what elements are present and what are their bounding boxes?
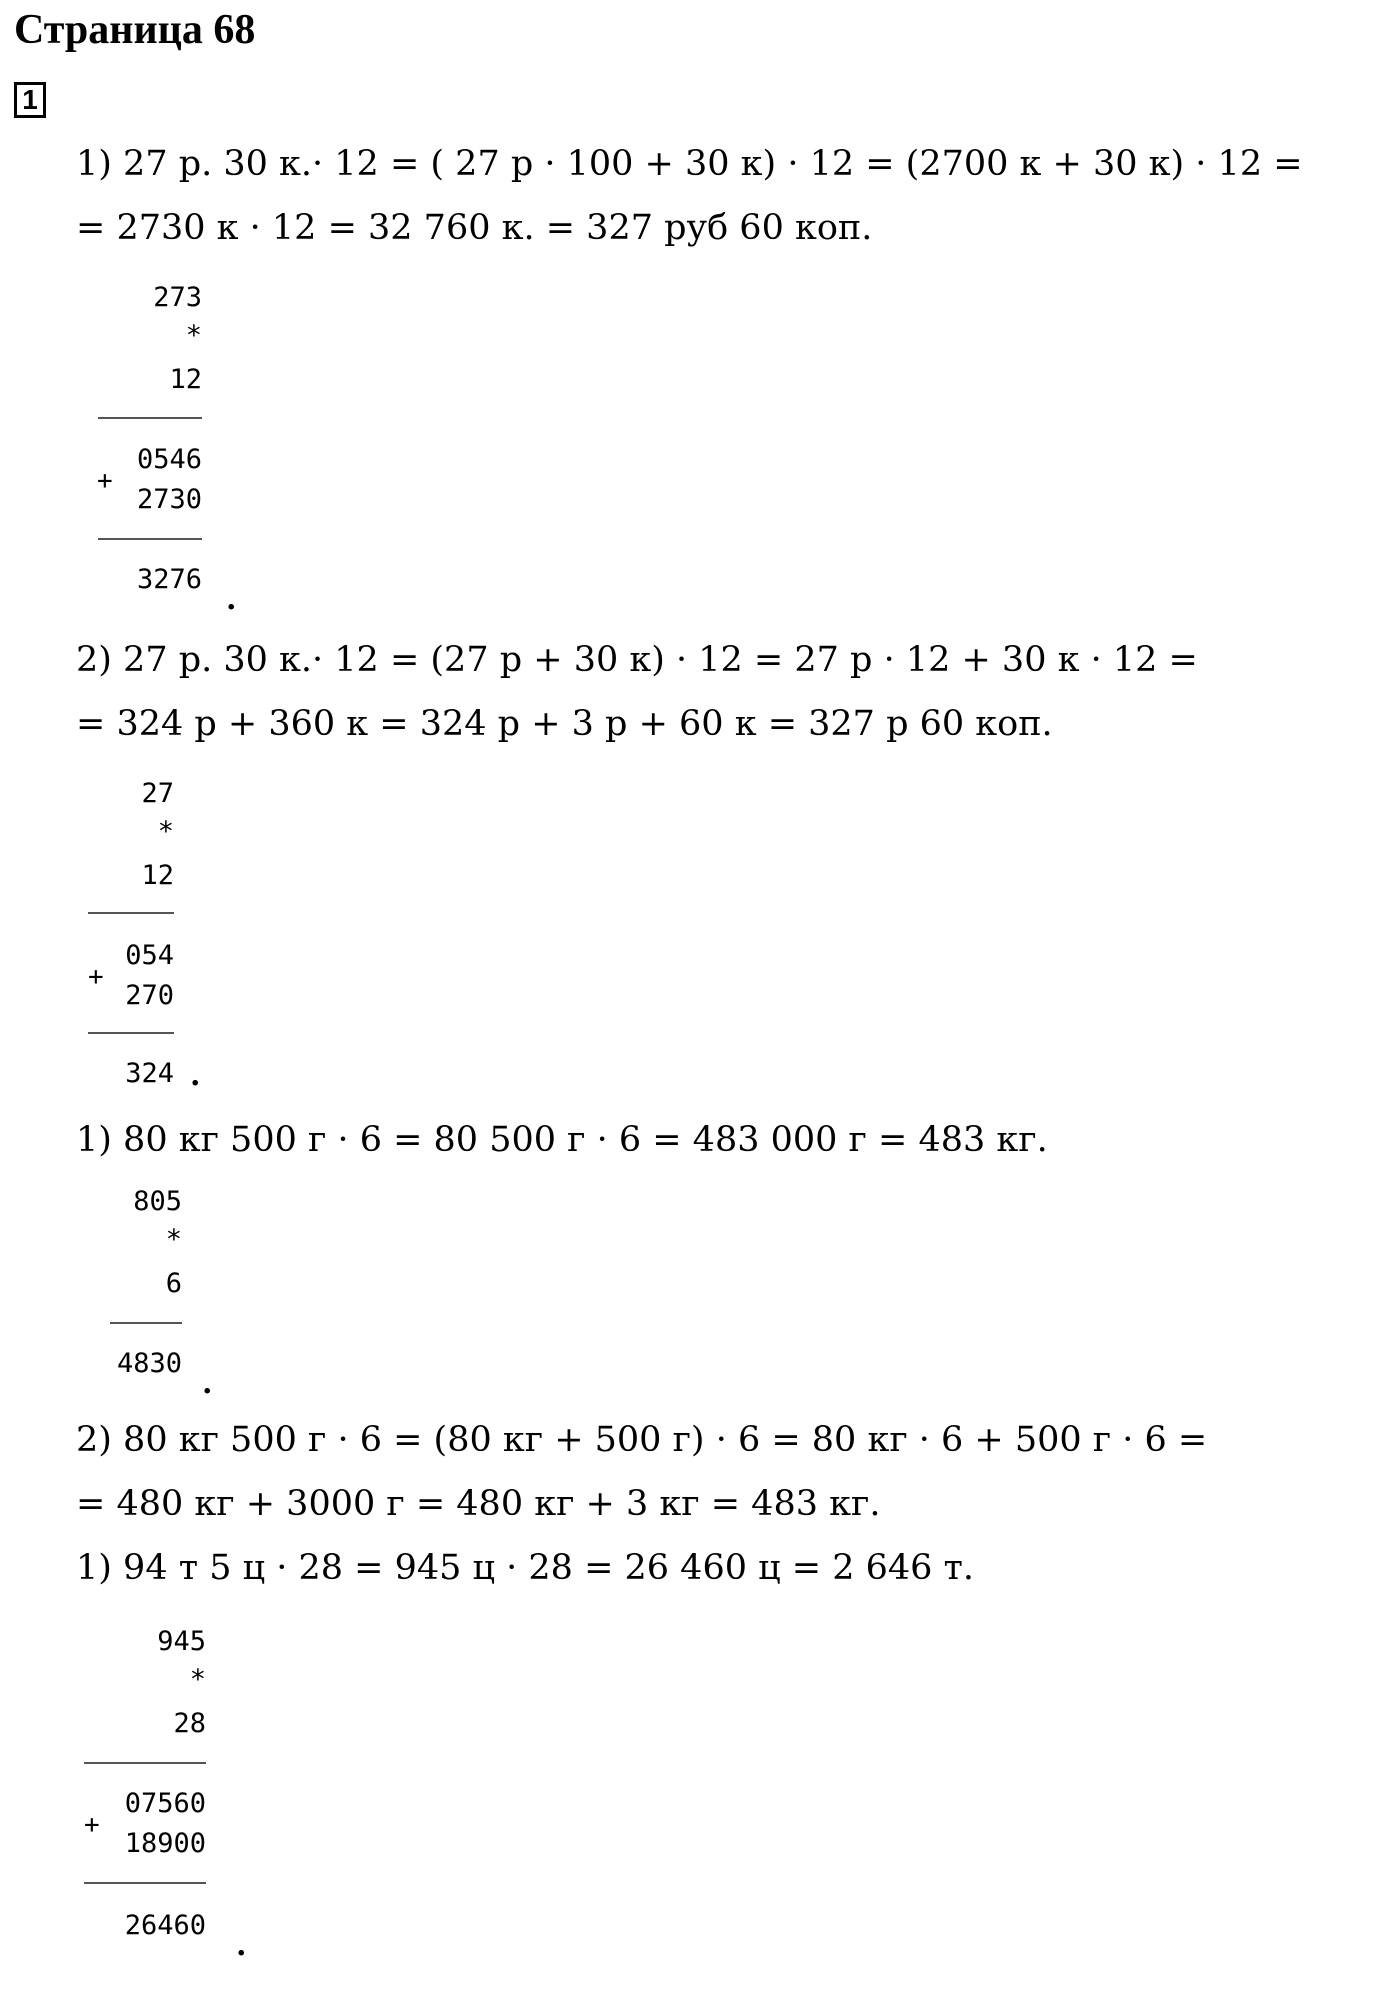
multiplier: 12 [141, 860, 174, 891]
multiplicand: 805 [133, 1186, 182, 1217]
equation-line: = 2730 к · 12 = 32 760 к. = 327 руб 60 коп. [76, 208, 873, 248]
period-mark: . [226, 582, 237, 617]
multiplicand: 945 [157, 1626, 206, 1657]
multiply-sign: * [165, 1224, 182, 1255]
partial-product: 270 [125, 980, 174, 1011]
divider-line [98, 417, 202, 419]
multiplier: 28 [173, 1708, 206, 1739]
partial-product: 18900 [124, 1828, 206, 1859]
divider-line [84, 1762, 206, 1764]
partial-product: 07560 [124, 1788, 206, 1819]
divider-line [84, 1882, 206, 1884]
divider-line [88, 1032, 174, 1034]
equation-line: 2) 80 кг 500 г · 6 = (80 кг + 500 г) · 6 = 80 кг · 6 + 500 г · 6 = [76, 1420, 1208, 1460]
divider-line [88, 912, 174, 914]
plus-sign: + [97, 466, 113, 496]
partial-product: 2730 [136, 484, 202, 515]
equation-line: 2) 27 р. 30 к.· 12 = (27 р + 30 к) · 12 = 27 р · 12 + 30 к · 12 = [76, 640, 1198, 680]
partial-product: 0546 [136, 444, 202, 475]
period-mark: . [236, 1928, 247, 1963]
divider-line [98, 538, 202, 540]
product-result: 26460 [124, 1910, 206, 1941]
plus-sign: + [88, 962, 104, 992]
multiply-sign: * [189, 1664, 206, 1695]
multiplier: 6 [165, 1268, 182, 1299]
equation-line: 1) 27 р. 30 к.· 12 = ( 27 р · 100 + 30 к) · 12 = (2700 к + 30 к) · 12 = [76, 144, 1303, 184]
period-mark: . [190, 1058, 201, 1093]
multiplicand: 27 [141, 778, 174, 809]
partial-product: 054 [125, 940, 174, 971]
multiply-sign: * [185, 320, 202, 351]
multiplicand: 273 [153, 282, 202, 313]
equation-line: = 480 кг + 3000 г = 480 кг + 3 кг = 483 кг. [76, 1484, 881, 1524]
product-result: 4830 [116, 1348, 182, 1379]
equation-line: = 324 р + 360 к = 324 р + 3 р + 60 к = 327 р 60 коп. [76, 704, 1053, 744]
multiplier: 12 [169, 364, 202, 395]
product-result: 324 [125, 1058, 174, 1089]
multiply-sign: * [157, 816, 174, 847]
equation-line: 1) 94 т 5 ц · 28 = 945 ц · 28 = 26 460 ц = 2 646 т. [76, 1548, 975, 1588]
divider-line [110, 1322, 182, 1324]
equation-line: 1) 80 кг 500 г · 6 = 80 500 г · 6 = 483 000 г = 483 кг. [76, 1120, 1048, 1160]
page-title: Страница 68 [14, 7, 256, 53]
period-mark: . [202, 1366, 213, 1401]
task-number-box: 1 [14, 82, 46, 118]
plus-sign: + [84, 1810, 100, 1840]
product-result: 3276 [136, 564, 202, 595]
